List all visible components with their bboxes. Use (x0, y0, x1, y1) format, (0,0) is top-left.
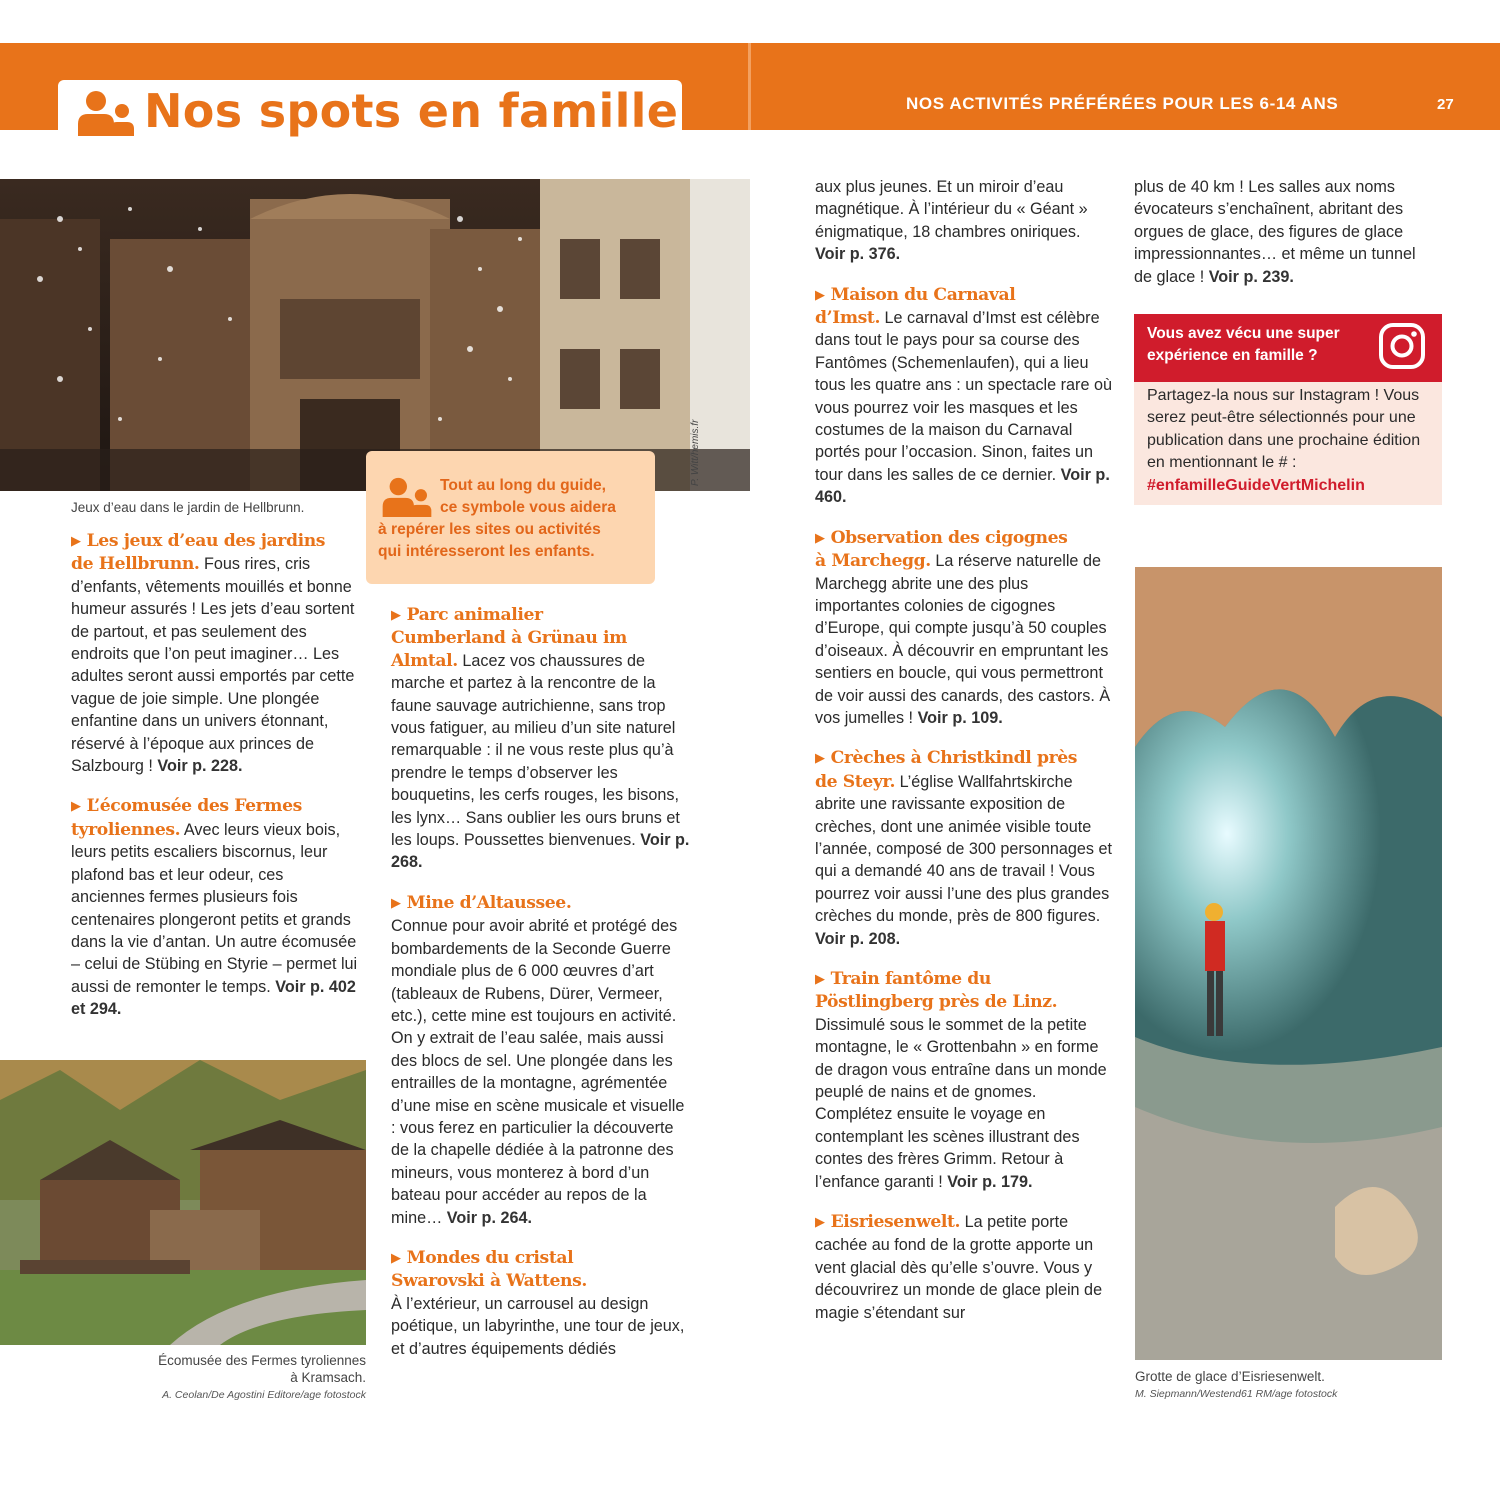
hellbrunn-photo-caption: Jeux d’eau dans le jardin de Hellbrunn. (71, 500, 305, 515)
page-number: 27 (1437, 96, 1454, 113)
instagram-box-title: Vous avez vécu une super expérience en famille ? (1147, 325, 1340, 364)
article-cigognes: ▶ Observation des cigognes à Marchegg. La réserve naturelle de Marchegg abrite une des plus importantes colonies de cigognes d’Europe, qui compte jusqu’à 50 couples d’oiseaux. À découvrir en empruntant les sentiers en boucle, qui vous permettront de voir aussi des canards, des castors. À vos jumelles ! Voir p. 109. (815, 527, 1111, 727)
article-swarovski-part2: aux plus jeunes. Et un miroir d’eau magnétique. À l’intérieur du « Géant » énigmatique, 18 chambres oniriques. Voir p. 376. (815, 178, 1088, 264)
ice-cave-photo-credit: M. Siepmann/Westend61 RM/age fotostock (1135, 1388, 1338, 1400)
section-title-box (58, 80, 682, 148)
farm-photo-credit: A. Ceolan/De Agostini Editore/age fotostock (162, 1389, 366, 1401)
article-creches: ▶ Crèches à Christkindl près de Steyr. L’église Wallfahrtskirche abrite une ravissante exposition de crèches, dont une animée visible toute l’année, composé de 300 personnages et qui a demandé 40 ans de travail ! Vous pourrez voir aussi l’une des plus grandes crèches du monde, près de 800 figures. Voir p. 208. (815, 748, 1112, 948)
article-heading: ▶ L’écomusée des Fermes tyroliennes. (71, 796, 302, 840)
page-gutter (748, 43, 751, 130)
article-heading: ▶ Train fantôme du Pöstlingberg près de Linz. (815, 969, 1058, 1013)
article-heading: ▶ Mine d’Altaussee. (391, 892, 572, 913)
article-train-fantome: ▶ Train fantôme du Pöstlingberg près de Linz. Dissimulé sous le sommet de la petite montagne, le « Grottenbahn » en forme de dragon vous entraîne dans un monde peuplé de nains et de gnomes. Complétez ensuite le voyage en contemplant les scènes illustrant des contes des frères Grimm. Retour à l’enfance garanti ! Voir p. 179. (815, 969, 1107, 1191)
farm-photo (0, 1060, 366, 1345)
article-hellbrunn: ▶ Les jeux d’eau des jardins de Hellbrunn. Fous rires, cris d’enfants, vêtements mouillés et bonne humeur assurés ! Les jets d’eau sortent de partout, et pas seulement des endroits que l’on peut imaginer… Les adultes seront aussi emportés par cette vague de joie simple. Une plongée enfantine dans un univers étonnant, réservé à l’époque aux princes de Salzbourg ! Voir p. 228. (71, 531, 355, 776)
article-eisriesenwelt-part1: ▶ Eisriesenwelt. La petite porte cachée au fond de la grotte apporte un vent glacial dès qu’elle s’ouvre. Vous y découvrirez un monde de glace plein de magie s’étendant sur (815, 1212, 1103, 1322)
page-reference: Voir p. 376. (815, 245, 901, 264)
page-reference: Voir p. 179. (947, 1172, 1033, 1191)
page-reference: Voir p. 264. (446, 1208, 532, 1227)
column-4 (1134, 176, 1434, 306)
header-subtitle: NOS ACTIVITÉS PRÉFÉRÉES POUR LES 6-14 ANS (906, 94, 1339, 113)
family-icon (78, 90, 134, 136)
article-parc-animalier: ▶ Parc animalier Cumberland à Grünau im Almtal. Lacez vos chaussures de marche et partez à la rencontre de la faune sauvage autrichienne, sans trop vous fatiguer, au milieu d’un site naturel remarquable : il ne vous reste plus qu’à prendre le temps d’observer les bouquetins, les cerfs rouges, les bisons, les lynx… Sans oublier les ours bruns et les loups. Poussettes bienvenues. Voir p. 268. (391, 605, 690, 872)
article-heading: ▶ Crèches à Christkindl près de Steyr. (815, 748, 1078, 792)
page-reference: Voir p. 239. (1208, 267, 1294, 286)
instagram-box-text: Partagez-la nous sur Instagram ! Vous serez peut-être sélectionnés pour une publication dans une prochaine édition en mentionnant le # : #enfamilleGuideVertMichelin (1147, 387, 1421, 494)
ice-cave-photo (1135, 567, 1442, 1360)
column-1 (71, 530, 361, 1039)
family-symbol-text: Tout au long du guide, ce symbole vous aidera à repérer les sites ou activités qui intéresseront les enfants. (378, 477, 616, 560)
article-heading: ▶ Maison du Carnaval d’Imst. (815, 284, 1016, 329)
article-carnaval: ▶ Maison du Carnaval d’Imst. Le carnaval d’Imst est célèbre dans tout le pays pour sa course des Fantômes (Schemenlaufen), qui a lieu tous les quatre ans : un spectacle rare où vous pourrez voir les masques et les costumes de la maison du Carnaval portés pour l’occasion. Sinon, faites un tour dans les salles de ce dernier. Voir p. 460. (815, 284, 1112, 507)
column-3 (815, 176, 1115, 1342)
instagram-box-header (1134, 314, 1442, 382)
instagram-box (1134, 314, 1442, 505)
farm-photo-caption: Écomusée des Fermes tyroliennes à Kramsach. (158, 1353, 366, 1385)
ice-cave-photo-caption: Grotte de glace d’Eisriesenwelt. (1135, 1369, 1325, 1384)
page-reference: Voir p. 228. (157, 757, 243, 776)
column-2 (391, 604, 691, 1378)
article-heading: ▶ Les jeux d’eau des jardins de Hellbrunn. (71, 531, 326, 575)
article-swarovski-part1: ▶ Mondes du cristal Swarovski à Wattens. À l’extérieur, un carrousel au design poétique, un labyrinthe, une tour de jeux, et d’autres équipements dédiés (391, 1247, 685, 1358)
page-reference: Voir p. 402 et 294. (71, 977, 356, 1019)
article-ecomusee: ▶ L’écomusée des Fermes tyroliennes. Avec leurs vieux bois, leurs petits escaliers biscornus, leur plafond bas et leur odeur, ces anciennes fermes plusieurs fois centenaires plongeront petits et grands dans la vie d’antan. Un autre écomusée – celui de Stübing en Styrie – permet lui aussi de remonter le temps. Voir p. 402 et 294. (71, 796, 358, 1019)
article-heading: ▶ Mondes du cristal Swarovski à Wattens. (391, 1247, 587, 1292)
article-heading: ▶ Eisriesenwelt. (815, 1212, 961, 1233)
page-reference: Voir p. 208. (815, 929, 901, 948)
article-heading: ▶ Parc animalier Cumberland à Grünau im Almtal. (391, 605, 627, 671)
article-eisriesenwelt-part2: plus de 40 km ! Les salles aux noms évocateurs s’enchaînent, abritant des orgues de glace, des figures de glace impressionnantes… et même un tunnel de glace ! Voir p. 239. (1134, 178, 1416, 286)
article-heading: ▶ Observation des cigognes à Marchegg. (815, 527, 1068, 572)
page-title: Nos spots en famille (144, 84, 679, 138)
page-reference: Voir p. 109. (917, 708, 1003, 727)
instagram-hashtag: #enfamilleGuideVertMichelin (1147, 476, 1365, 494)
hellbrunn-photo-credit: P. Witt/hemis.fr (690, 419, 701, 486)
instagram-icon (1378, 322, 1426, 370)
hellbrunn-photo (0, 179, 750, 491)
page-reference: Voir p. 460. (815, 465, 1110, 507)
article-altaussee: ▶ Mine d’Altaussee. Connue pour avoir abrité et protégé des bombardements de la Seconde Guerre mondiale plus de 6 000 œuvres d’art (tableaux de Rubens, Dürer, Vermeer, etc.), cette mine est toujours en activité. On y extrait de l’eau salée, mais aussi des blocs de sel. Une plongée dans les entrailles de la montagne, agrémentée d’une mise en scène musicale et visuelle : vous ferez en particulier la découverte de la chapelle dédiée à la patronne des mineurs, vous monterez à bord d’un bateau pour accéder au repos de la mine… Voir p. 264. (391, 892, 685, 1227)
page-reference: Voir p. 268. (391, 831, 690, 872)
family-symbol-note (366, 451, 655, 584)
